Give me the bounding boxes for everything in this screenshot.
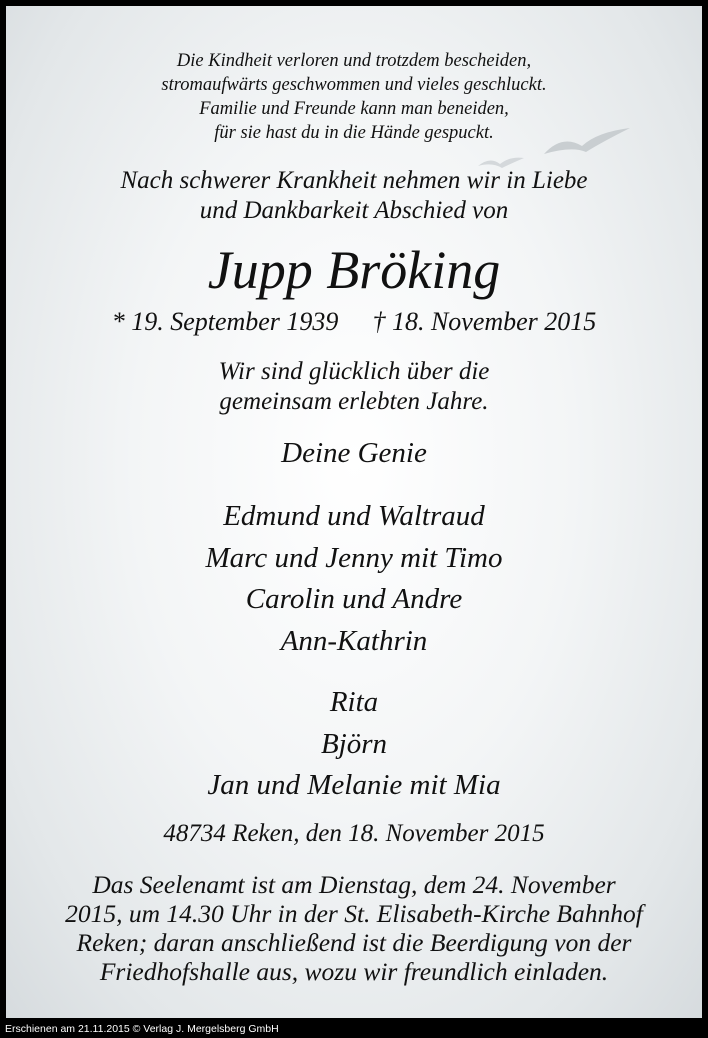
quote (6, 357, 702, 417)
deceased-name: Jupp Bröking (207, 240, 501, 300)
poem-line: Die Kindheit verloren und trotzdem bescheiden, (176, 51, 532, 71)
intro (6, 166, 702, 226)
quote-line: Wir sind glücklich über die (218, 358, 490, 385)
intro-line: und Dankbarkeit Abschied von (199, 197, 509, 224)
obituary-card (6, 6, 702, 1018)
notice-line: Das Seelenamt ist am Dienstag, dem 24. November (92, 870, 616, 899)
poem-line: Familie und Freunde kann man beneiden, (199, 99, 509, 119)
poem-line: stromaufwärts geschwommen und vieles geschluckt. (161, 75, 547, 95)
poem (6, 49, 702, 145)
birth-date: * 19. September 1939 (111, 307, 339, 336)
poem-line: für sie hast du in die Hände gespuckt. (214, 123, 494, 143)
mourner-line: Björn (320, 727, 388, 760)
death-date: † 18. November 2015 (372, 307, 597, 336)
mourner-primary: Deine Genie (281, 437, 427, 469)
mourner-line: Jan und Melanie mit Mia (207, 769, 501, 801)
mourner-line: Rita (329, 686, 379, 718)
intro-line: Nach schwerer Krankheit nehmen wir in Liebe (120, 167, 588, 194)
mourner-family (6, 496, 702, 662)
mourner-line: Marc und Jenny mit Timo (205, 541, 503, 574)
mourner-family-2 (6, 682, 702, 807)
notice-line: 2015, um 14.30 Uhr in der St. Elisabeth-Kirche Bahnhof (65, 899, 643, 928)
place-date: 48734 Reken, den 18. November 2015 (163, 820, 545, 847)
life-dates (6, 306, 702, 338)
notice-line: Reken; daran anschließend ist die Beerdigung von der (76, 928, 632, 957)
funeral-notice (6, 870, 702, 986)
mourner-line: Edmund und Waltraud (223, 500, 485, 532)
mourner-line: Carolin und Andre (245, 583, 463, 615)
publication-footer: Erschienen am 21.11.2015 © Verlag J. Mergelsberg GmbH (0, 1020, 708, 1038)
notice-line: Friedhofshalle aus, wozu wir freundlich einladen. (99, 957, 609, 986)
mourner-line: Ann-Kathrin (280, 624, 428, 657)
quote-line: gemeinsam erlebten Jahre. (219, 388, 489, 415)
